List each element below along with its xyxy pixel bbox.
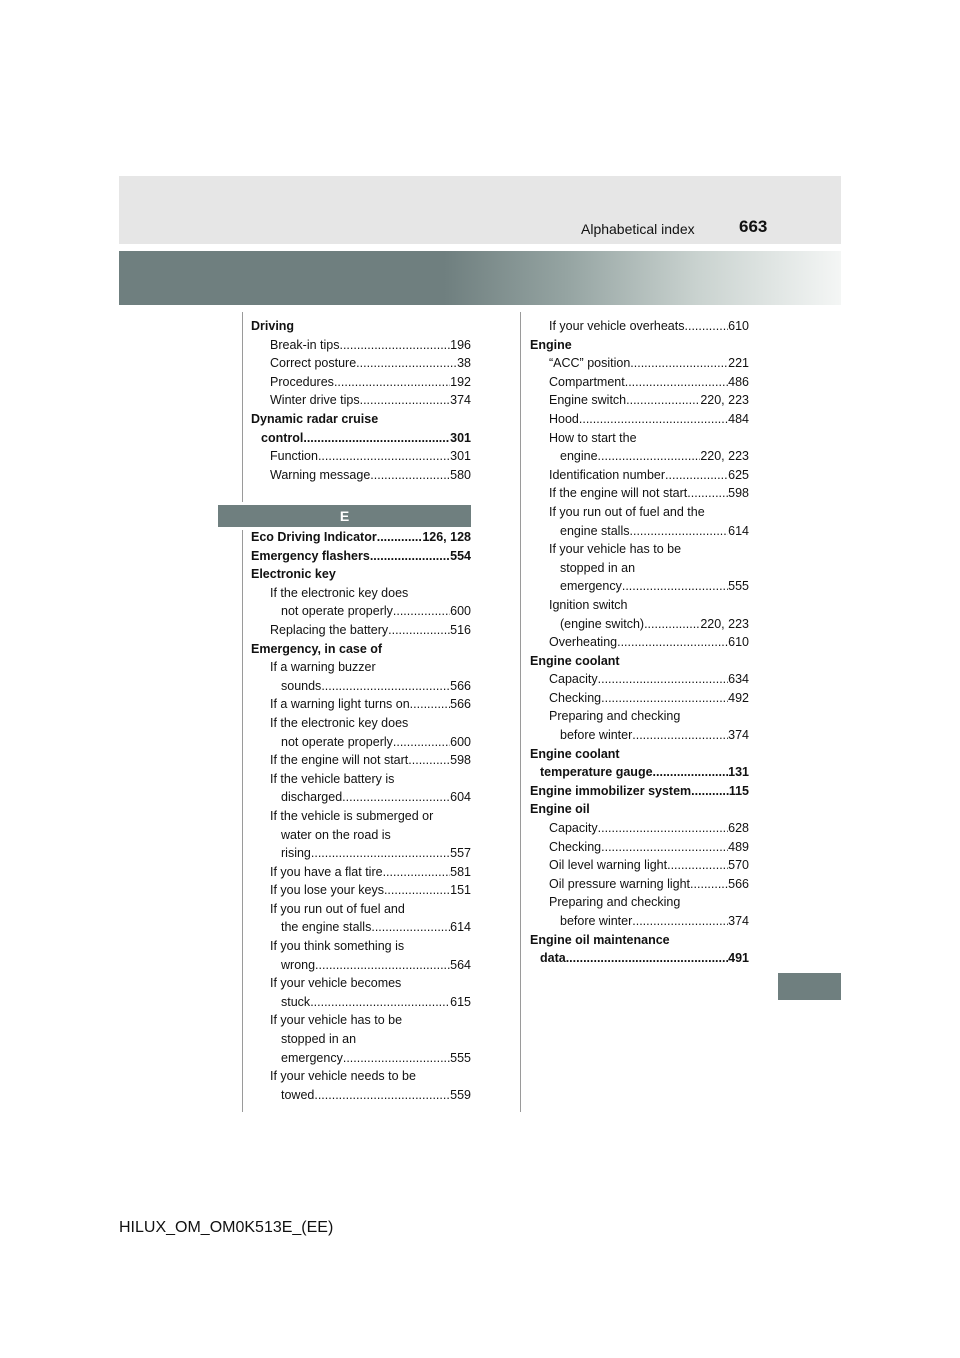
entry-text: Engine immobilizer system: [530, 783, 692, 798]
entry-page: 374: [450, 393, 471, 408]
entry-page: 115: [728, 783, 749, 798]
index-entry: [530, 856, 749, 875]
left-divider-bottom: [242, 530, 243, 1112]
entry-text: If you have a flat tire: [270, 864, 383, 879]
dot-leader: [617, 633, 728, 652]
dot-leader: [690, 875, 728, 894]
dot-leader: [310, 993, 450, 1012]
index-entry: [251, 751, 471, 770]
index-entry: [251, 881, 471, 900]
entry-text: Identification number: [549, 467, 666, 482]
dot-leader: [370, 466, 450, 485]
entry-page: 491: [728, 951, 749, 966]
entry-page: 221: [728, 356, 749, 371]
index-entry: [251, 770, 471, 789]
entry-text: stopped in an: [560, 560, 636, 575]
entry-page: 220, 223: [700, 449, 749, 464]
entry-text: Winter drive tips: [270, 393, 360, 408]
entry-text: Ignition switch: [549, 597, 628, 612]
index-entry: [251, 602, 471, 621]
entry-page: 598: [450, 753, 471, 768]
dot-leader: [410, 695, 450, 714]
index-entry: [530, 893, 749, 912]
entry-page: 301: [450, 430, 471, 445]
entry-text: Preparing and checking: [549, 709, 681, 724]
entry-text: before winter: [560, 728, 633, 743]
dot-leader: [334, 373, 450, 392]
entry-text: Procedures: [270, 374, 334, 389]
entry-text: Engine coolant: [530, 746, 620, 761]
index-entry: [251, 354, 471, 373]
entry-page: 625: [728, 467, 749, 482]
dot-leader: [630, 522, 729, 541]
entry-text: If a warning light turns on: [270, 697, 410, 712]
entry-text: Emergency flashers: [251, 548, 370, 563]
index-entry: [530, 373, 749, 392]
entry-page: 598: [728, 486, 749, 501]
entry-page: 554: [450, 548, 471, 563]
entry-text: If you lose your keys: [270, 883, 384, 898]
index-entry: [251, 565, 471, 584]
index-entry: [251, 336, 471, 355]
entry-text: Capacity: [549, 672, 598, 687]
index-entry: [530, 317, 749, 336]
index-entry: [530, 503, 749, 522]
index-entry: [530, 652, 749, 671]
dot-leader: [377, 528, 423, 547]
dot-leader: [343, 1049, 450, 1068]
index-entry: [530, 912, 749, 931]
dot-leader: [601, 689, 728, 708]
dot-leader: [311, 844, 450, 863]
entry-page: 516: [450, 622, 471, 637]
entry-text: the engine stalls: [281, 920, 372, 935]
entry-page: 486: [728, 374, 749, 389]
dot-leader: [691, 782, 729, 801]
index-entry: [251, 807, 471, 826]
dot-leader: [393, 733, 450, 752]
index-entry: [251, 937, 471, 956]
index-entry: [251, 1030, 471, 1049]
entry-text: wrong: [281, 957, 316, 972]
index-entry: [530, 540, 749, 559]
entry-text: Warning message: [270, 467, 371, 482]
entry-text: Function: [270, 449, 318, 464]
entry-page: 570: [728, 858, 749, 873]
entry-text: Driving: [251, 319, 295, 333]
index-entry: [251, 1011, 471, 1030]
entry-text: If the electronic key does: [270, 715, 409, 730]
entry-page: 600: [450, 734, 471, 749]
index-entry: [251, 863, 471, 882]
index-entry: [530, 763, 749, 782]
index-column-left-bottom: [251, 528, 471, 1104]
entry-text: “ACC” position: [549, 356, 631, 371]
letter-divider-e: E: [218, 505, 471, 527]
entry-page: 614: [450, 920, 471, 935]
entry-text: If your vehicle overheats: [549, 319, 685, 333]
entry-page: 581: [450, 864, 471, 879]
dot-leader: [598, 819, 729, 838]
dot-leader: [601, 838, 728, 857]
index-entry: [530, 484, 749, 503]
index-entry: [530, 670, 749, 689]
entry-page: 564: [450, 957, 471, 972]
entry-page: 220, 223: [700, 393, 749, 408]
index-entry: [530, 577, 749, 596]
dot-leader: [687, 484, 728, 503]
entry-text: Correct posture: [270, 356, 357, 371]
entry-page: 628: [728, 821, 749, 836]
entry-page: 557: [450, 846, 471, 861]
entry-page: 484: [728, 411, 749, 426]
entry-text: If the vehicle is submerged or: [270, 808, 434, 823]
entry-text: temperature gauge: [540, 765, 653, 780]
index-entry: [251, 677, 471, 696]
index-entry: [251, 391, 471, 410]
entry-text: Engine coolant: [530, 653, 620, 668]
entry-text: Engine oil: [530, 802, 590, 817]
dot-leader: [566, 949, 728, 968]
index-entry: [530, 596, 749, 615]
index-entry: [251, 373, 471, 392]
index-entry: [251, 658, 471, 677]
entry-text: stuck: [281, 994, 311, 1009]
index-entry: [530, 931, 749, 950]
dot-leader: [408, 751, 450, 770]
section-title: Alphabetical index: [581, 221, 695, 237]
entry-text: Oil level warning light: [549, 858, 668, 873]
dot-leader: [625, 373, 728, 392]
index-entry: [530, 633, 749, 652]
index-entry: [530, 410, 749, 429]
entry-page: 492: [728, 690, 749, 705]
entry-text: Engine switch: [549, 393, 627, 408]
entry-page: 374: [728, 914, 749, 928]
dot-leader: [370, 547, 450, 566]
index-entry: [251, 466, 471, 485]
entry-text: towed: [281, 1087, 315, 1102]
index-entry: [251, 993, 471, 1012]
index-entry: [251, 1067, 471, 1086]
dot-leader: [371, 918, 450, 937]
dot-leader: [579, 410, 728, 429]
index-entry: [251, 528, 471, 547]
index-entry: [251, 918, 471, 937]
index-entry: [530, 745, 749, 764]
entry-text: If your vehicle becomes: [270, 976, 402, 991]
index-entry: [251, 429, 471, 448]
dot-leader: [665, 466, 728, 485]
index-entry: [251, 317, 471, 336]
dot-leader: [388, 621, 450, 640]
entry-text: If the engine will not start: [270, 753, 409, 768]
page-number: 663: [739, 217, 768, 236]
dot-leader: [653, 763, 729, 782]
entry-page: 126, 128: [422, 530, 471, 544]
dot-leader: [321, 677, 450, 696]
entry-text: (engine switch): [560, 616, 645, 631]
index-entry: [530, 949, 749, 968]
entry-page: 615: [450, 994, 471, 1009]
entry-text: not operate properly: [281, 604, 393, 619]
entry-text: If your vehicle has to be: [549, 542, 682, 557]
index-entry: [251, 640, 471, 659]
entry-text: data: [540, 951, 566, 966]
middle-divider: [520, 312, 521, 1112]
entry-page: 196: [450, 337, 471, 352]
dot-leader: [598, 670, 729, 689]
entry-page: 151: [450, 883, 471, 898]
dot-leader: [626, 391, 700, 410]
entry-text: engine stalls: [560, 523, 630, 538]
entry-page: 566: [450, 697, 471, 712]
index-entry: [530, 707, 749, 726]
entry-text: Capacity: [549, 821, 598, 836]
entry-text: Oil pressure warning light: [549, 876, 691, 891]
index-entry: [251, 1049, 471, 1068]
entry-text: Replacing the battery: [270, 622, 389, 637]
entry-text: Dynamic radar cruise: [251, 411, 379, 426]
dot-leader: [644, 615, 700, 634]
index-entry: [251, 788, 471, 807]
entry-text: If a warning buzzer: [270, 660, 376, 675]
entry-text: not operate properly: [281, 734, 393, 749]
dot-leader: [630, 354, 728, 373]
dot-leader: [360, 391, 451, 410]
entry-text: emergency: [281, 1050, 343, 1065]
index-entry: [251, 1086, 471, 1105]
index-entry: [251, 714, 471, 733]
dot-leader: [342, 788, 450, 807]
index-entry: [530, 336, 749, 355]
entry-text: Electronic key: [251, 567, 336, 582]
entry-text: Compartment: [549, 374, 625, 389]
dot-leader: [339, 336, 450, 355]
index-entry: [530, 354, 749, 373]
entry-text: If you run out of fuel and the: [549, 504, 705, 519]
index-entry: [251, 584, 471, 603]
index-entry: [251, 547, 471, 566]
entry-text: Hood: [549, 411, 579, 426]
entry-page: 610: [728, 319, 749, 333]
entry-text: Engine: [530, 337, 572, 352]
index-entry: [530, 875, 749, 894]
index-entry: [530, 800, 749, 819]
index-entry: [530, 429, 749, 448]
dot-leader: [632, 912, 728, 931]
index-column-right: [530, 317, 749, 968]
entry-page: 301: [450, 449, 471, 464]
index-entry: [251, 410, 471, 429]
entry-page: 614: [728, 523, 749, 538]
entry-page: 374: [728, 728, 749, 743]
entry-text: before winter: [560, 914, 633, 928]
index-entry: [530, 689, 749, 708]
index-entry: [530, 726, 749, 745]
index-entry: [251, 956, 471, 975]
dot-leader: [667, 856, 728, 875]
entry-text: stopped in an: [281, 1032, 357, 1047]
entry-text: engine: [560, 449, 598, 464]
entry-text: If your vehicle needs to be: [270, 1069, 416, 1084]
dot-leader: [384, 881, 450, 900]
chapter-side-tab: [778, 973, 841, 1000]
entry-text: If the vehicle battery is: [270, 771, 395, 786]
index-entry: [251, 733, 471, 752]
index-column-left-top: [251, 317, 471, 484]
entry-page: 131: [728, 765, 749, 780]
chapter-gradient-bar: [119, 251, 841, 305]
entry-text: sounds: [281, 678, 322, 693]
entry-text: Checking: [549, 690, 602, 705]
index-entry: [251, 900, 471, 919]
entry-text: If you run out of fuel and: [270, 901, 405, 916]
header-band: [119, 176, 841, 244]
entry-text: emergency: [560, 579, 622, 594]
dot-leader: [632, 726, 728, 745]
index-entry: [530, 522, 749, 541]
index-entry: [530, 559, 749, 578]
dot-leader: [318, 447, 450, 466]
entry-text: If you think something is: [270, 939, 405, 954]
index-entry: [530, 838, 749, 857]
entry-page: 38: [457, 356, 471, 371]
dot-leader: [598, 447, 701, 466]
entry-page: 489: [728, 839, 749, 854]
index-entry: [530, 466, 749, 485]
index-entry: [530, 615, 749, 634]
index-entry: [251, 974, 471, 993]
index-entry: [251, 844, 471, 863]
entry-text: Checking: [549, 839, 602, 854]
entry-text: Eco Driving Indicator: [251, 530, 377, 544]
entry-page: 604: [450, 790, 471, 805]
entry-text: discharged: [281, 790, 343, 805]
entry-text: water on the road is: [281, 827, 391, 842]
entry-text: If the electronic key does: [270, 585, 409, 600]
dot-leader: [315, 956, 450, 975]
dot-leader: [314, 1086, 450, 1105]
dot-leader: [393, 602, 450, 621]
entry-text: Overheating: [549, 635, 618, 650]
entry-text: If your vehicle has to be: [270, 1013, 403, 1028]
dot-leader: [383, 863, 451, 882]
entry-page: 220, 223: [700, 616, 749, 631]
entry-page: 566: [728, 876, 749, 891]
index-entry: [530, 447, 749, 466]
entry-text: control: [261, 430, 304, 445]
index-entry: [251, 621, 471, 640]
entry-text: rising: [281, 846, 311, 861]
entry-page: 580: [450, 467, 471, 482]
entry-text: Preparing and checking: [549, 895, 681, 910]
left-divider-top: [242, 312, 243, 502]
entry-text: If the engine will not start: [549, 486, 688, 501]
index-entry: [251, 826, 471, 845]
index-entry: [251, 695, 471, 714]
entry-page: 610: [728, 635, 749, 650]
index-entry: [530, 819, 749, 838]
index-entry: [251, 447, 471, 466]
dot-leader: [356, 354, 457, 373]
entry-page: 559: [450, 1087, 471, 1102]
entry-page: 600: [450, 604, 471, 619]
entry-text: Engine oil maintenance: [530, 932, 670, 947]
entry-page: 555: [728, 579, 749, 594]
dot-leader: [622, 577, 728, 596]
entry-page: 555: [450, 1050, 471, 1065]
dot-leader: [303, 429, 450, 448]
footer-document-code: HILUX_OM_OM0K513E_(EE): [119, 1219, 334, 1236]
entry-text: Break-in tips: [270, 337, 340, 352]
index-entry: [530, 391, 749, 410]
dot-leader: [685, 317, 729, 336]
entry-text: Emergency, in case of: [251, 641, 383, 656]
entry-page: 634: [728, 672, 749, 687]
entry-page: 192: [450, 374, 471, 389]
entry-page: 566: [450, 678, 471, 693]
index-entry: [530, 782, 749, 801]
entry-text: How to start the: [549, 430, 637, 445]
